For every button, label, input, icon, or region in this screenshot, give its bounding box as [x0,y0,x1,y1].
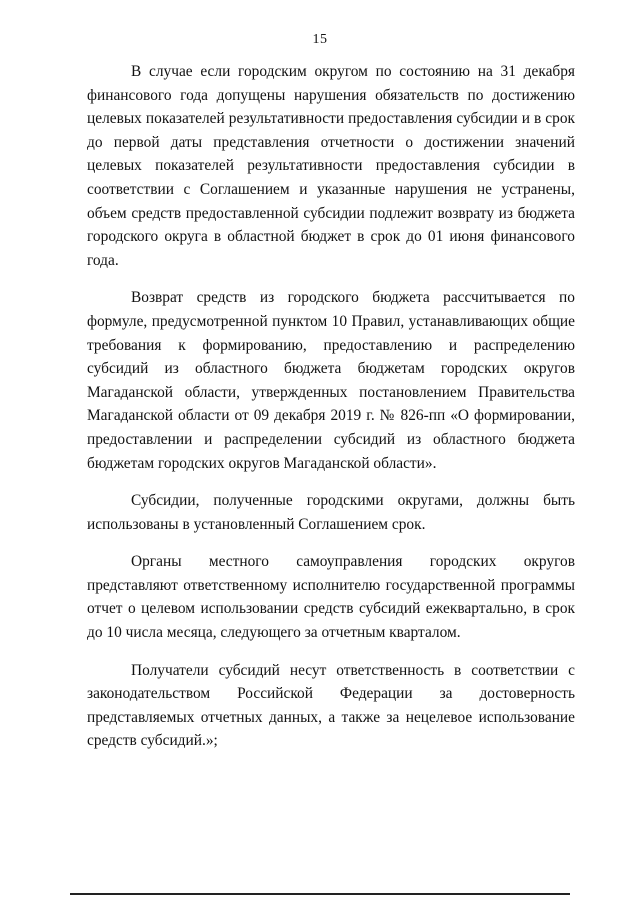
paragraph-reporting: Органы местного самоуправления городских округов представляют ответственному исполнителю государственной программы отчет о целевом использовании средств субсидий ежеквартально, в срок до 10 числа месяца, следующего за отчетным кварталом. [87,553,575,642]
paragraph-responsibility: Получатели субсидий несут ответственность в соответствии с законодательством Российской Федерации за достоверность представляемых отчетных данных, а также за нецелевое использование средств субсидий.»; [87,661,575,750]
document-body [87,60,575,767]
paragraph-usage-term: Субсидии, полученные городскими округами, должны быть использованы в установленный Соглашением срок. [87,492,575,533]
paragraph-refund-conditions: В случае если городским округом по состоянию на 31 декабря финансового года допущены нарушения обязательств по достижению целевых показателей результативности предоставления субсидии и в срок до первой даты представления отчетности о достижении значений целевых показателей результативности предоставления субсидии в соответствии с Соглашением и указанные нарушения не устранены, объем средств предоставленной субсидии подлежит возврату из бюджета городского округа в областной бюджет в срок до 01 июня финансового года. [87,63,575,269]
page-number: 15 [312,32,328,47]
scan-edge-line [70,893,570,895]
paragraph-refund-formula: Возврат средств из городского бюджета рассчитывается по формуле, предусмотренной пунктом 10 Правил, устанавливающих общие требования к формированию, предоставлению и распределению субсидий из областного бюджета бюджетам городских округов Магаданской области, утвержденных постановлением Правительства Магаданской области от 09 декабря 2019 г. № 826-пп «О формировании, предоставлении и распределении субсидий из областного бюджета бюджетам городских округов Магаданской области». [87,289,575,472]
